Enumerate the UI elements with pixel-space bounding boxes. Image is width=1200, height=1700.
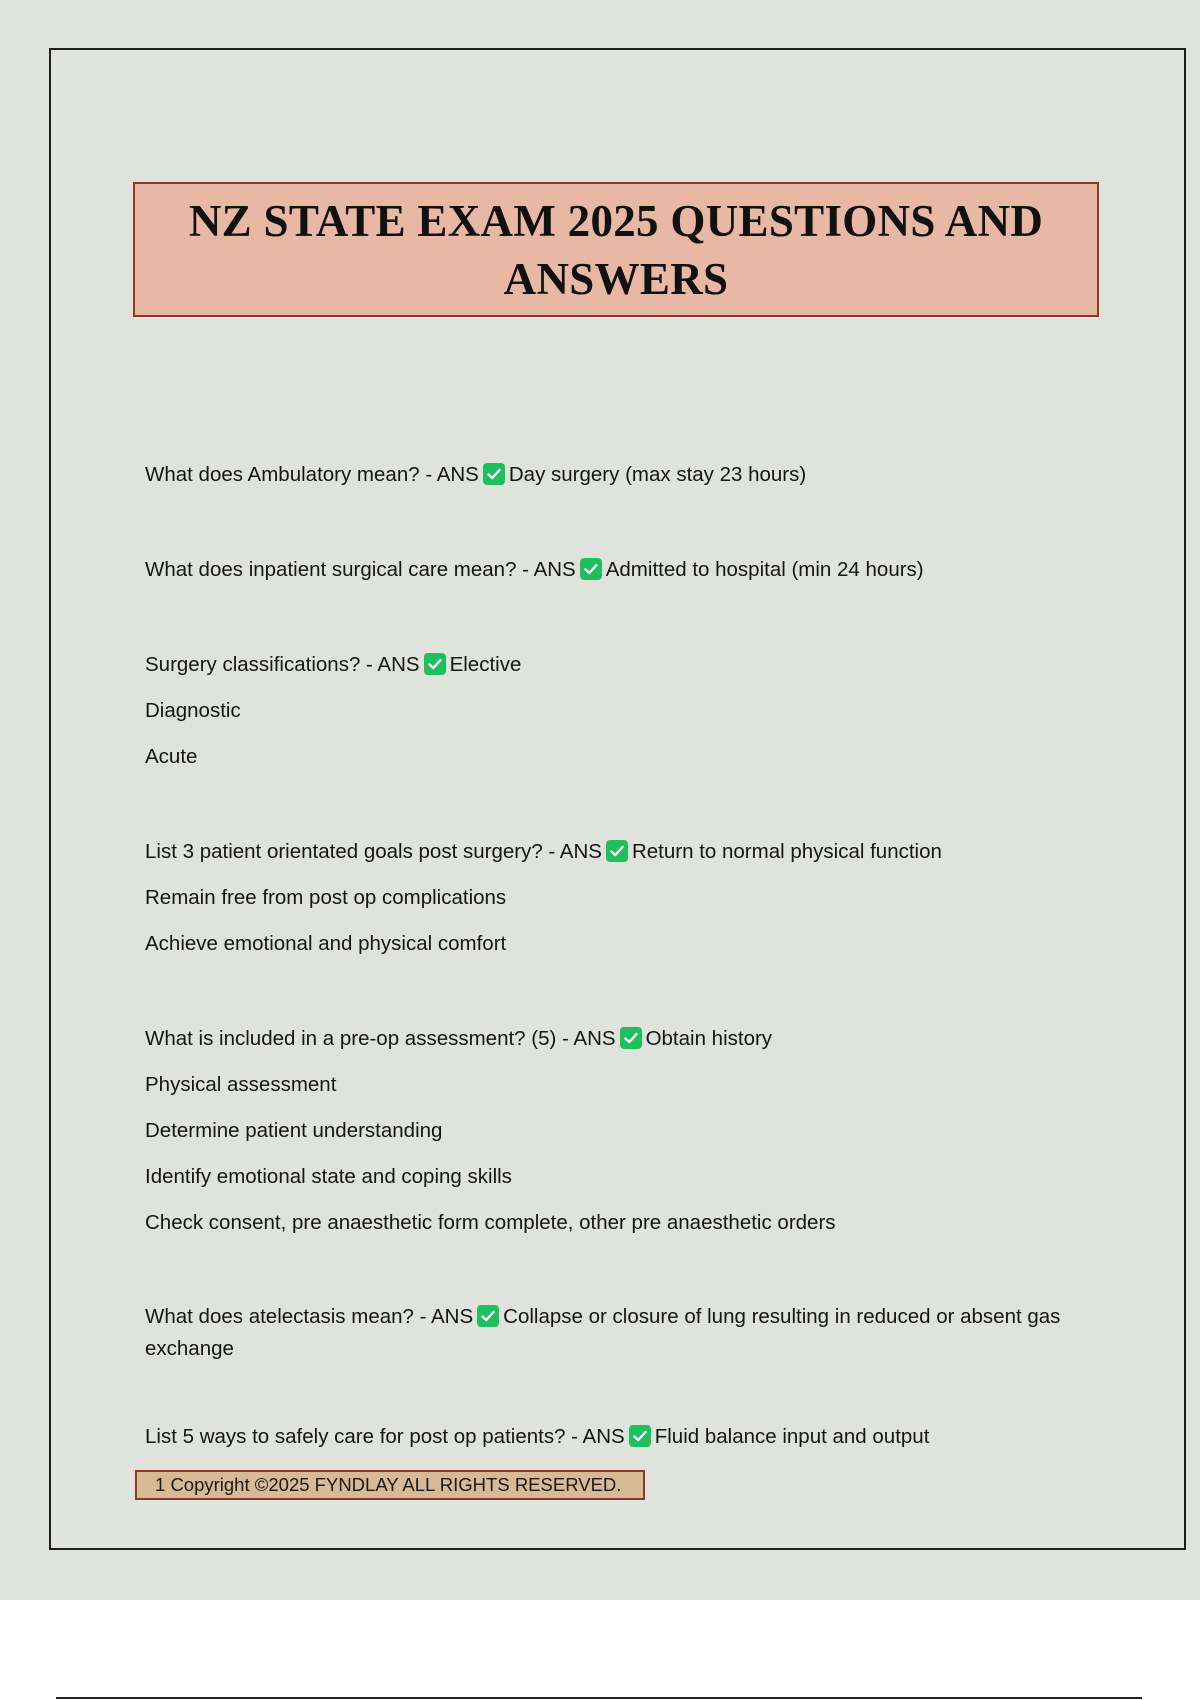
check-mark-icon bbox=[483, 463, 505, 485]
check-mark-icon bbox=[477, 1305, 499, 1327]
answer-text: Admitted to hospital (min 24 hours) bbox=[605, 558, 924, 581]
footer-page-number: 1 bbox=[155, 1474, 166, 1495]
qa-item bbox=[145, 547, 1095, 593]
question-text: What does inpatient surgical care mean? - ANS bbox=[145, 558, 576, 581]
answer-text: Elective bbox=[449, 653, 522, 676]
qa-question-line bbox=[145, 452, 1095, 498]
qa-item bbox=[145, 642, 1095, 780]
qa-question-line bbox=[145, 1016, 1095, 1062]
question-text: Surgery classifications? - ANS bbox=[145, 653, 420, 676]
check-mark-icon bbox=[606, 840, 628, 862]
qa-question-line bbox=[145, 1295, 1095, 1365]
qa-item bbox=[145, 452, 1095, 498]
answer-continuation: Diagnostic bbox=[145, 699, 241, 722]
answer-text: Obtain history bbox=[645, 1027, 773, 1050]
qa-question-line bbox=[145, 642, 1095, 688]
footer-copyright: Copyright ©2025 FYNDLAY ALL RIGHTS RESERVED. bbox=[170, 1474, 622, 1495]
qa-item bbox=[145, 1016, 1095, 1246]
answer-continuation: Identify emotional state and coping skills bbox=[145, 1165, 512, 1188]
qa-question-line bbox=[145, 829, 1095, 875]
question-text: What is included in a pre-op assessment? (5) - ANS bbox=[145, 1027, 616, 1050]
question-text: What does atelectasis mean? - ANS bbox=[145, 1305, 474, 1328]
copyright-footer bbox=[135, 1470, 645, 1500]
document-title: NZ STATE EXAM 2025 QUESTIONS AND ANSWERS bbox=[188, 195, 1044, 304]
answer-text: Fluid balance input and output bbox=[654, 1425, 930, 1448]
check-mark-icon bbox=[580, 558, 602, 580]
answer-text: Return to normal physical function bbox=[631, 840, 942, 863]
check-mark-icon bbox=[629, 1425, 651, 1447]
next-page-rule bbox=[56, 1697, 1142, 1699]
question-text: What does Ambulatory mean? - ANS bbox=[145, 463, 479, 486]
qa-question-line bbox=[145, 1414, 1095, 1460]
answer-continuation: Physical assessment bbox=[145, 1073, 337, 1096]
answer-text: Collapse or closure of lung resulting in reduced or absent gas exchange bbox=[145, 1305, 1061, 1360]
check-mark-icon bbox=[424, 653, 446, 675]
check-mark-icon bbox=[620, 1027, 642, 1049]
answer-continuation: Determine patient understanding bbox=[145, 1119, 443, 1142]
qa-item bbox=[145, 1295, 1095, 1365]
title-banner bbox=[133, 182, 1099, 317]
answer-continuation: Achieve emotional and physical comfort bbox=[145, 932, 507, 955]
qa-item bbox=[145, 1414, 1095, 1460]
qa-list bbox=[145, 452, 1095, 1460]
qa-question-line bbox=[145, 547, 1095, 593]
answer-text: Day surgery (max stay 23 hours) bbox=[508, 463, 807, 486]
answer-continuation: Check consent, pre anaesthetic form complete, other pre anaesthetic orders bbox=[145, 1211, 836, 1234]
answer-continuation: Acute bbox=[145, 745, 198, 768]
question-text: List 3 patient orientated goals post surgery? - ANS bbox=[145, 840, 602, 863]
qa-item bbox=[145, 829, 1095, 967]
answer-continuation: Remain free from post op complications bbox=[145, 886, 507, 909]
question-text: List 5 ways to safely care for post op patients? - ANS bbox=[145, 1425, 625, 1448]
